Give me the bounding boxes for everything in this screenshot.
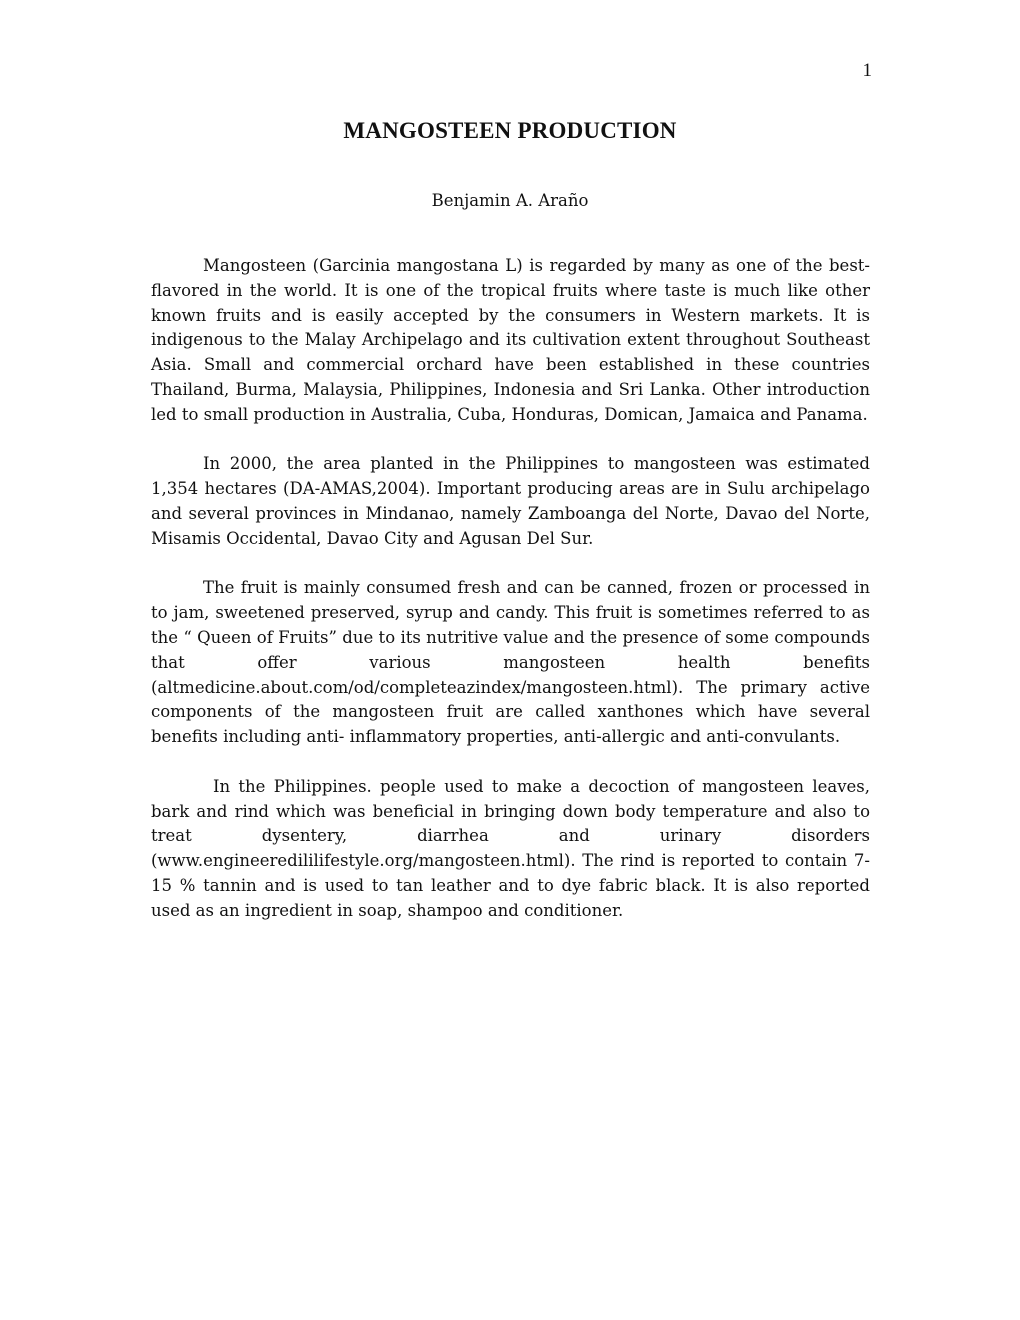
- paragraph-philippine-area: In 2000, the area planted in the Philippines to mangosteen was estimated 1,354 hectares (DA-AMAS,2004). Important producing areas are in Sulu archipelago and several provinces in Mindanao, namely Zamboanga del Norte, Davao del Norte, Misamis Occidental, Davao City and Agusan Del Sur.: [151, 454, 870, 548]
- document-title: MANGOSTEEN PRODUCTION: [343, 118, 677, 143]
- page-number: 1: [862, 60, 872, 81]
- paragraph-uses: The fruit is mainly consumed fresh and can be canned, frozen or processed in to jam, sweetened preserved, syrup and candy. This fruit is sometimes referred to as the “ Queen of Fruits” due to its nutritive value and the presence of some compounds that offer various mangosteen health benefits (altmedicine.about.com/od/completeazindex/mangosteen.html). The primary active components of the mangosteen fruit are called xanthones which have several benefits including anti- inflammatory properties, anti-allergic and anti-convulants.: [151, 578, 870, 747]
- paragraph-traditional-medicine: In the Philippines. people used to make a decoction of mangosteen leaves, bark and rind which was beneficial in bringing down body temperature and also to treat dysentery, diarrhea and urinary disorders (www.engineeredililifestyle.org/mangosteen.html). The rind is reported to contain 7-15 % tannin and is used to tan leather and to dye fabric black. It is also reported used as an ingredient in soap, shampoo and conditioner.: [151, 776, 870, 920]
- paragraph-intro: Mangosteen (Garcinia mangostana L) is regarded by many as one of the best-flavored in the world. It is one of the tropical fruits where taste is much like other known fruits and is easily accepted by the consumers in Western markets. It is indigenous to the Malay Archipelago and its cultivation extent throughout Southeast Asia. Small and commercial orchard have been established in these countries Thailand, Burma, Malaysia, Philippines, Indonesia and Sri Lanka. Other introduction led to small production in Australia, Cuba, Honduras, Domican, Jamaica and Panama.: [151, 256, 870, 424]
- author-name: Benjamin A. Araño: [431, 191, 589, 210]
- body-text: [151, 254, 870, 948]
